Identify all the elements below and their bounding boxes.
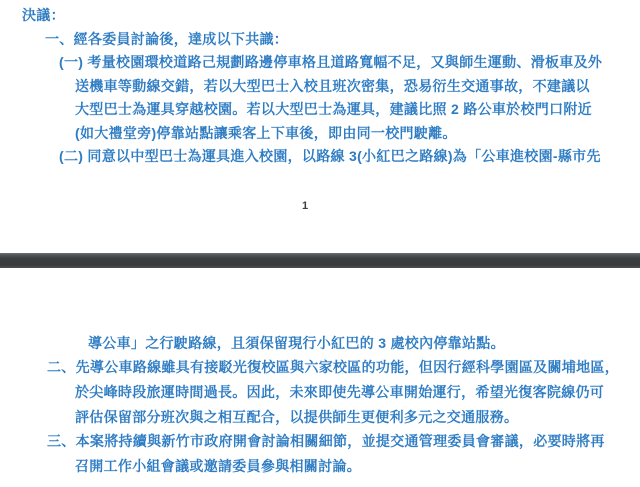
item-two-line-1: 二、先導公車路線雖具有接駁光復校區與六家校區的功能，但因行經科學園區及關埔地區，	[47, 359, 619, 375]
sub-item-2-line-1: (二) 同意以中型巴士為運具進入校園，以路線 3(小紅巴之路線)為「公車進校園-縣市先	[59, 148, 601, 164]
sub-item-1-line-1: (一) 考量校園環校道路己規劃路邊停車格且道路寬幅不足，又與師生運動、滑板車及外	[59, 54, 603, 70]
sub-item-1-line-2: 送機車等動線交錯，若以大型巴士入校且班次密集，恐易衍生交通事故，不建議以	[75, 78, 590, 94]
item-one-heading: 一、經各委員討論後，達成以下共識：	[45, 31, 289, 47]
item-three-line-1: 三、本案將持續與新竹市政府開會討論相關細節，並提交通管理委員會審議，必要時將再	[47, 433, 605, 449]
page-gap-separator	[0, 253, 640, 268]
resolution-heading: 決議：	[22, 7, 65, 23]
sub-item-1-line-4: (如大禮堂旁)停靠站點讓乘客上下車後，即由同一校門駛離。	[75, 125, 457, 141]
item-two-line-3: 評估保留部分班次與之相互配合，以提供師生更便利多元之交通服務。	[75, 409, 519, 425]
page-number: 1	[301, 200, 309, 212]
item-two-line-2: 於尖峰時段旅運時間過長。因此，未來即使先導公車開始運行，希望光復客院線仍可	[75, 384, 605, 400]
sub-item-2-line-2: 導公車」之行駛路線，且須保留現行小紅巴的 3 處校內停靠站點。	[88, 335, 505, 351]
item-three-line-2: 召開工作小組會議或邀請委員參與相關討論。	[75, 458, 361, 474]
sub-item-1-line-3: 大型巴士為運具穿越校園。若以大型巴士為運具，建議比照 2 路公車於校門口附近	[75, 101, 592, 117]
document-page-2	[0, 268, 640, 487]
